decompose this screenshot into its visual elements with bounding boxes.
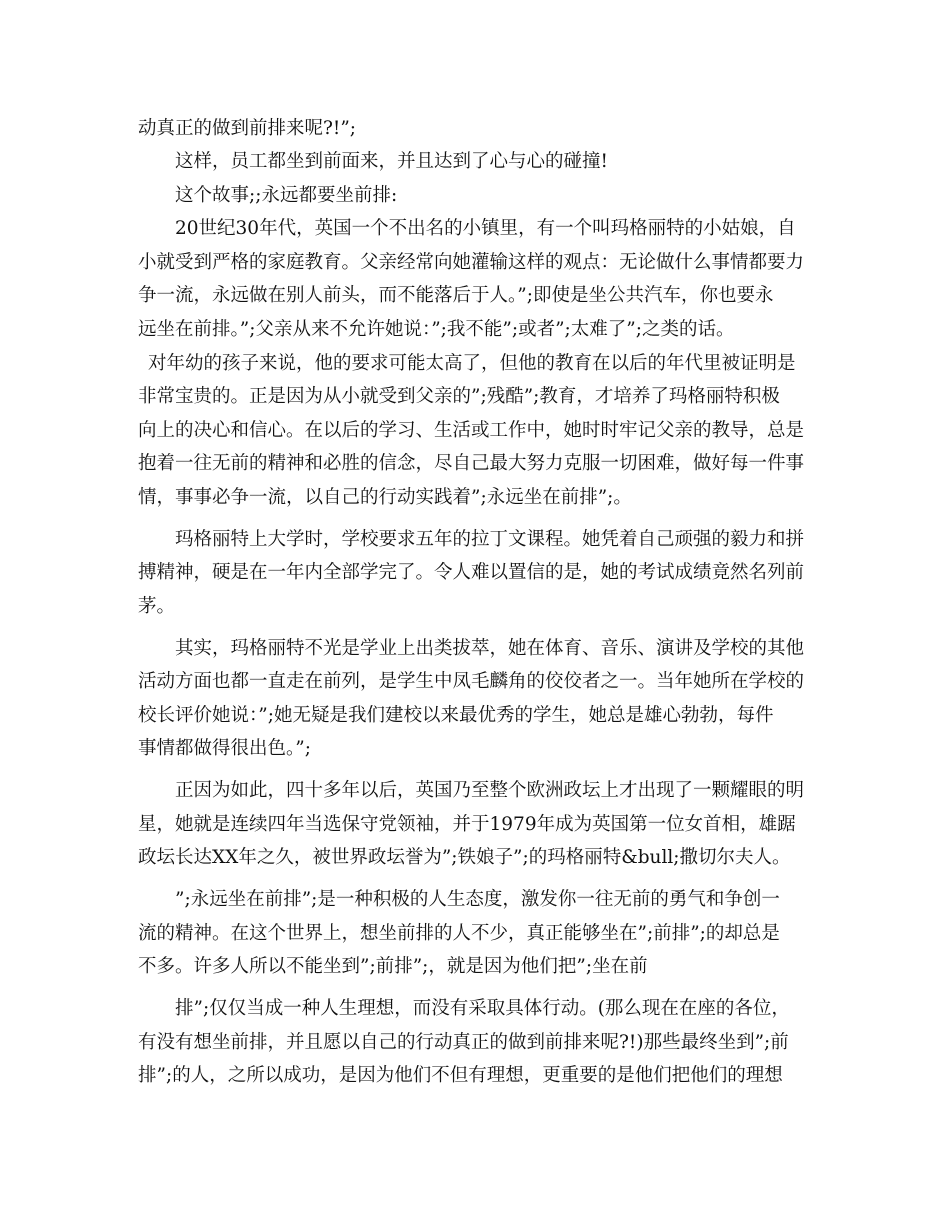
text-line: 搏精神，硬是在一年内全部学完了。令人难以置信的是，她的考试成绩竟然名列前 xyxy=(138,562,805,583)
text-line: 活动方面也都一直走在前列，是学生中凤毛麟角的佼佼者之一。当年她所在学校的 xyxy=(138,671,805,692)
text-line: 流的精神。在这个世界上，想坐前排的人不少，真正能够坐在”;前排”;的却总是 xyxy=(138,923,780,944)
text-line: 争一流，永远做在别人前头，而不能落后于人。”;即使是坐公共汽车，你也要永 xyxy=(138,285,774,306)
text-line: 远坐在前排。”;父亲从来不允许她说：”;我不能”;或者”;太难了”;之类的话。 xyxy=(138,319,735,340)
text-line: 星，她就是连续四年当选保守党领袖，并于1979年成为英国第一位女首相，雄踞 xyxy=(138,814,796,835)
text-line: 这样，员工都坐到前面来，并且达到了心与心的碰撞! xyxy=(175,151,608,172)
text-line: 其实，玛格丽特不光是学业上出类拔萃，她在体育、音乐、演讲及学校的其他 xyxy=(175,638,805,659)
text-line: 20世纪30年代，英国一个不出名的小镇里，有一个叫玛格丽特的小姑娘，自 xyxy=(175,218,796,239)
text-line: 对年幼的孩子来说，他的要求可能太高了，但他的教育在以后的年代里被证明是 xyxy=(148,353,796,374)
text-line: 正因为如此，四十多年以后，英国乃至整个欧洲政坛上才出现了一颗耀眼的明 xyxy=(175,780,805,801)
text-line: 非常宝贵的。正是因为从小就受到父亲的”;残酷”;教育，才培养了玛格丽特积极 xyxy=(138,386,780,407)
text-line: 排”;的人，之所以成功，是因为他们不但有理想，更重要的是他们把他们的理想 xyxy=(138,1065,783,1086)
text-line: 不多。许多人所以不能坐到”;前排”;，就是因为他们把”;坐在前 xyxy=(138,956,648,977)
text-line: 这个故事;;永远都要坐前排: xyxy=(175,185,398,206)
text-line: 有没有想坐前排，并且愿以自己的行动真正的做到前排来呢?!)那些最终坐到”;前 xyxy=(138,1032,789,1053)
text-line: 向上的决心和信心。在以后的学习、生活或工作中，她时时牢记父亲的教导，总是 xyxy=(138,420,805,441)
text-line: ”;永远坐在前排”;是一种积极的人生态度，激发你一往无前的勇气和争创一 xyxy=(175,889,780,910)
text-line: 事情都做得很出色。”; xyxy=(138,738,311,759)
text-line: 抱着一往无前的精神和必胜的信念，尽自己最大努力克服一切困难，做好每一件事 xyxy=(138,453,805,474)
text-line: 政坛长达XX年之久，被世界政坛誉为”;铁娘子”;的玛格丽特&bull;撒切尔夫人。 xyxy=(138,847,791,868)
text-line: 排”;仅仅当成一种人生理想，而没有采取具体行动。(那么现在在座的各位， xyxy=(175,998,790,1019)
text-line: 小就受到严格的家庭教育。父亲经常向她灌输这样的观点：无论做什么事情都要力 xyxy=(138,252,805,273)
text-line: 玛格丽特上大学时，学校要求五年的拉丁文课程。她凭着自己顽强的毅力和拼 xyxy=(175,529,805,550)
text-line: 情，事事必争一流，以自己的行动实践着”;永远坐在前排”;。 xyxy=(138,487,632,508)
text-line: 茅。 xyxy=(138,596,176,617)
text-line: 动真正的做到前排来呢?!”; xyxy=(138,118,357,139)
text-line: 校长评价她说：”;她无疑是我们建校以来最优秀的学生，她总是雄心勃勃，每件 xyxy=(138,705,774,726)
